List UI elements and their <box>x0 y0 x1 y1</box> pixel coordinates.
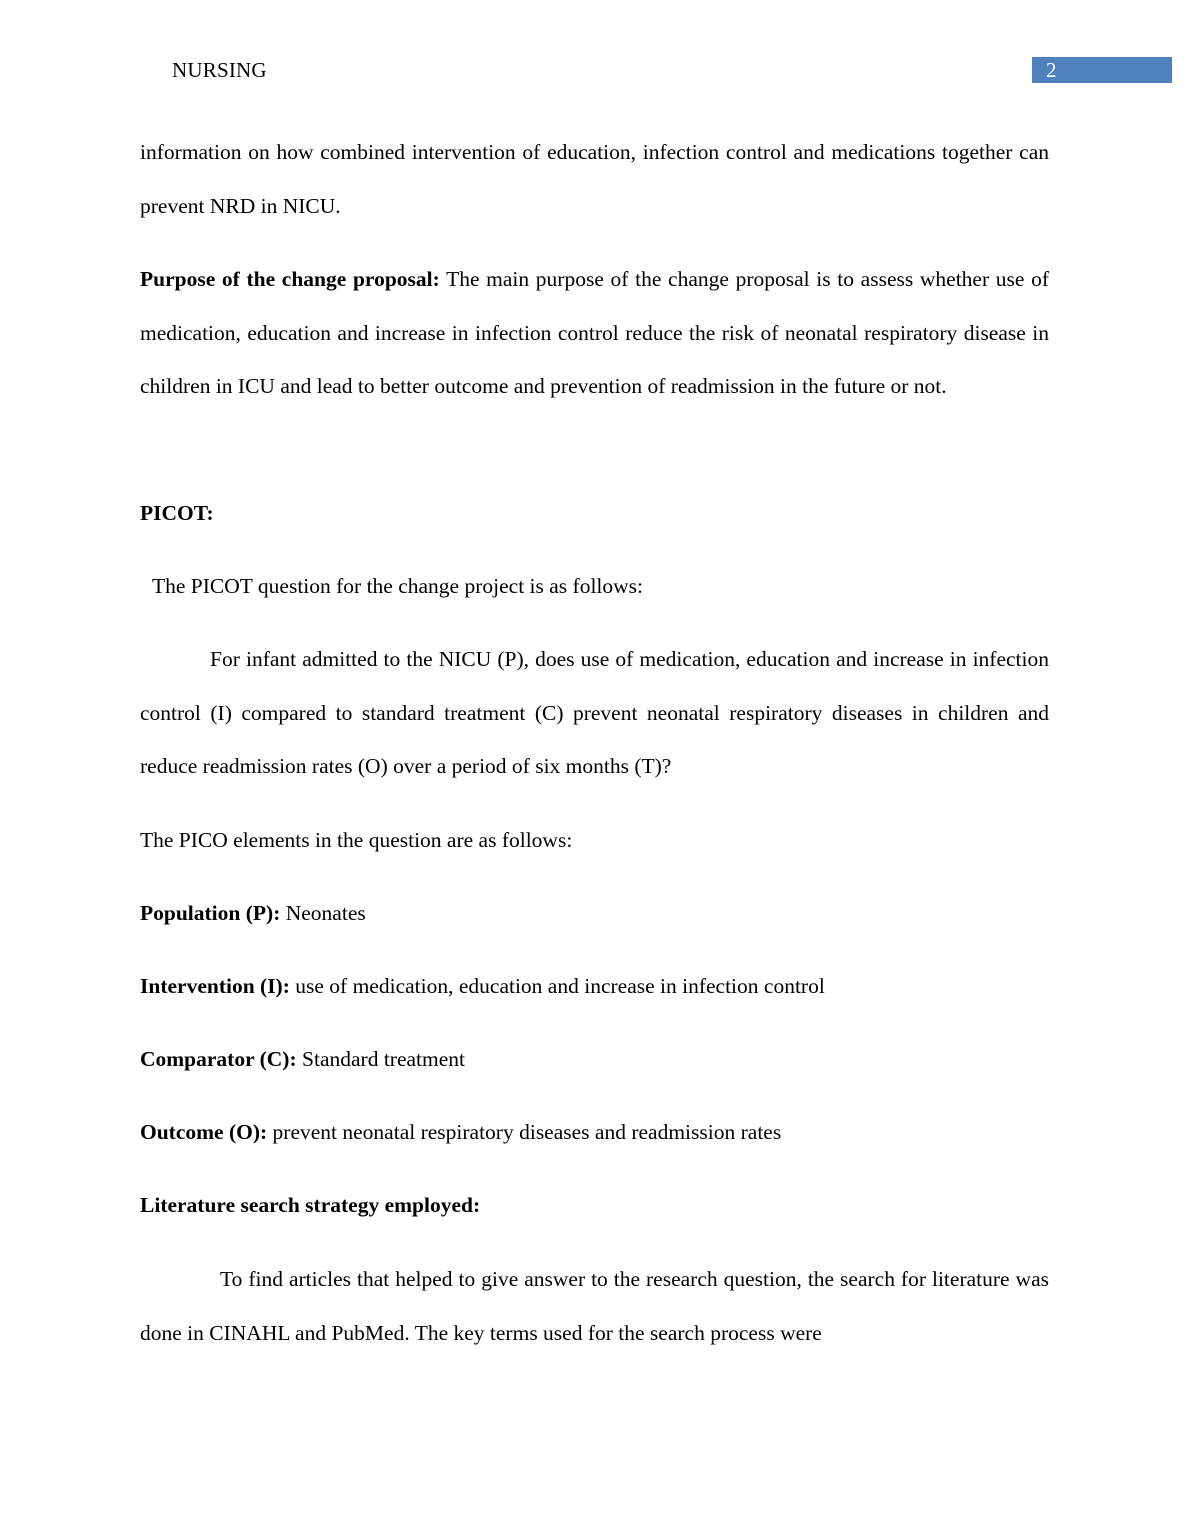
comparator-label: Comparator (C): <box>140 1047 297 1071</box>
literature-heading: Literature search strategy employed: <box>140 1193 481 1217</box>
page-number: 2 <box>1046 58 1057 82</box>
outcome-item <box>140 1106 1049 1160</box>
picot-heading: PICOT: <box>140 501 214 525</box>
purpose-paragraph <box>140 253 1049 414</box>
picot-question: For infant admitted to the NICU (P), does use of medication, education and increase in infection control (I) compared to standard treatment (C) prevent neonatal respiratory diseases in children and reduce readmission rates (O) over a period of six months (T)? <box>140 647 1049 778</box>
continuation-paragraph: information on how combined intervention of education, infection control and medications together can prevent NRD in NICU. <box>140 140 1049 218</box>
pico-intro: The PICO elements in the question are as follows: <box>140 828 573 852</box>
page-number-badge <box>1032 57 1172 83</box>
purpose-label: Purpose of the change proposal: <box>140 267 440 291</box>
intervention-text: use of medication, education and increase in infection control <box>289 974 825 998</box>
picot-intro: The PICOT question for the change project is as follows: <box>152 574 644 598</box>
population-item <box>140 887 1049 941</box>
intervention-label: Intervention (I): <box>140 974 290 998</box>
comparator-item <box>140 1033 1049 1087</box>
intervention-item <box>140 960 1049 1014</box>
outcome-label: Outcome (O): <box>140 1120 268 1144</box>
population-text: Neonates <box>280 901 366 925</box>
population-label: Population (P): <box>140 901 281 925</box>
literature-text: To find articles that helped to give answer to the research question, the search for literature was done in CINAHL and PubMed. The key terms used for the search process were <box>140 1267 1049 1345</box>
comparator-text: Standard treatment <box>296 1047 465 1071</box>
running-head: NURSING <box>172 58 267 82</box>
literature-paragraph <box>140 1253 1049 1360</box>
outcome-text: prevent neonatal respiratory diseases and readmission rates <box>267 1120 782 1144</box>
purpose-text: The main purpose of the change proposal is to assess whether use of medication, education and increase in infection control reduce the risk of neonatal respiratory disease in children in ICU and lead to better outcome and prevention of readmission in the future or not. <box>140 267 1050 398</box>
